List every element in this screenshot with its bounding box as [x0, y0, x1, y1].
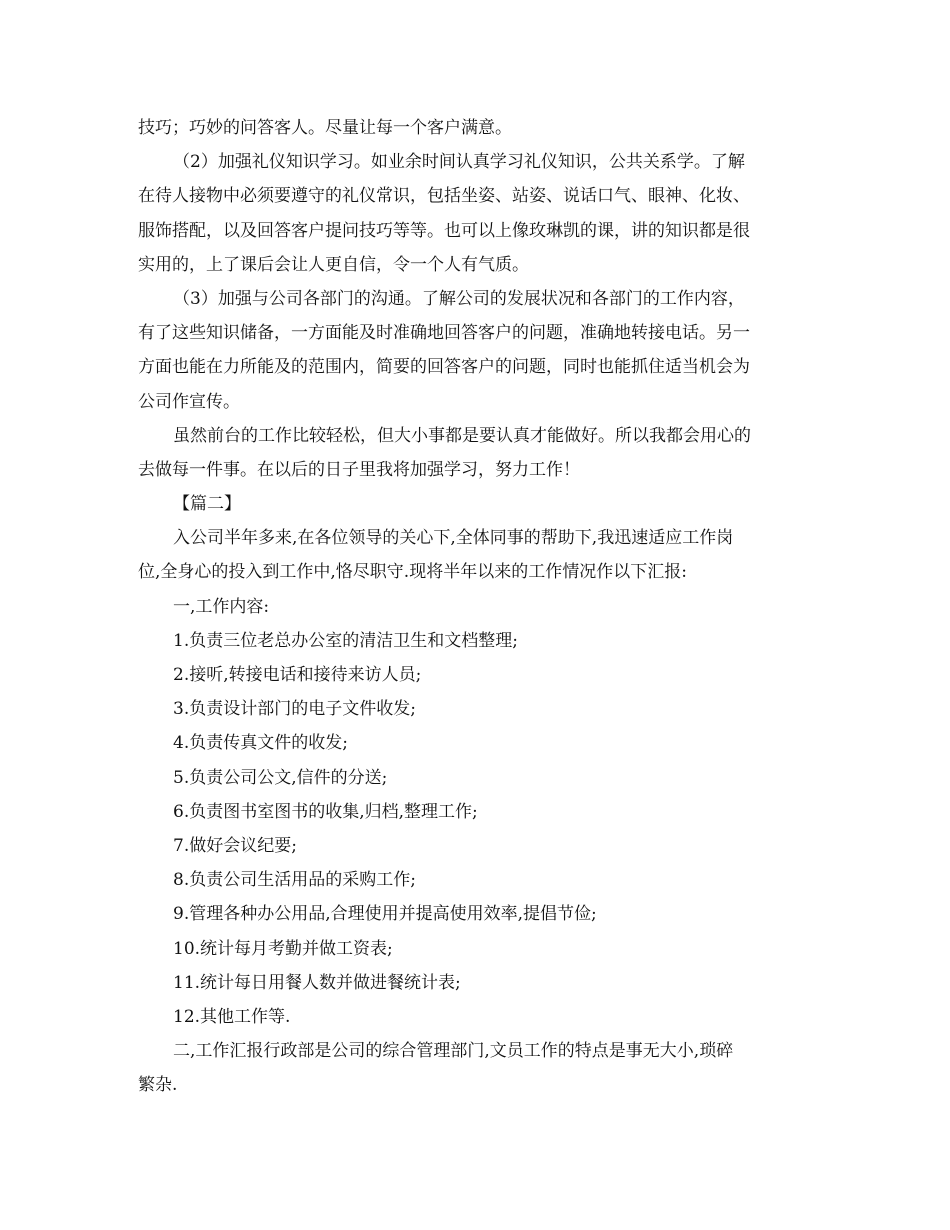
text-line: 方面也能在力所能及的范围内，简要的回答客户的问题，同时也能抓住适当机会为 [138, 357, 750, 378]
document-body [138, 111, 814, 1102]
list-item: 11.统计每日用餐人数并做进餐统计表; [173, 972, 461, 993]
text-line: 去做每一件事。在以后的日子里我将加强学习，努力工作！ [138, 459, 580, 480]
list-item: 6.负责图书室图书的收集,归档,整理工作; [173, 801, 478, 822]
text-line: 服饰搭配，以及回答客户提问技巧等等。也可以上像玫琳凯的课，讲的知识都是很 [138, 220, 750, 241]
text-line: 虽然前台的工作比较轻松，但大小事都是要认真才能做好。所以我都会用心的 [173, 425, 751, 446]
list-item: 3.负责设计部门的电子文件收发; [173, 699, 416, 720]
list-item: 9.管理各种办公用品,合理使用并提高使用效率,提倡节俭; [173, 904, 597, 925]
list-item: 2.接听,转接电话和接待来访人员; [173, 665, 422, 685]
text-line: 位,全身心的投入到工作中,恪尽职守.现将半年以来的工作情况作以下汇报: [138, 562, 687, 583]
text-line: （3）加强与公司各部门的沟通。了解公司的发展状况和各部门的工作内容， [173, 288, 745, 309]
text-line: 技巧；巧妙的问答客人。尽量让每一个客户满意。 [138, 118, 512, 138]
text-line: （2）加强礼仪知识学习。如业余时间认真学习礼仪知识，公共关系学。了解 [173, 152, 745, 173]
text-line: 二,工作汇报行政部是公司的综合管理部门,文员工作的特点是事无大小,琐碎 [173, 1041, 734, 1062]
list-item: 10.统计每月考勤并做工资表; [173, 938, 393, 959]
list-item: 12.其他工作等. [173, 1006, 291, 1027]
subsection-heading: 一,工作内容: [173, 596, 270, 617]
text-line: 公司作宣传。 [138, 391, 240, 412]
text-line: 繁杂. [138, 1075, 178, 1096]
list-item: 1.负责三位老总办公室的清洁卫生和文档整理; [173, 630, 518, 651]
list-item: 8.负责公司生活用品的采购工作; [173, 870, 416, 891]
text-line: 入公司半年多来,在各位领导的关心下,全体同事的帮助下,我迅速适应工作岗 [173, 528, 734, 549]
text-line: 在待人接物中必须要遵守的礼仪常识，包括坐姿、站姿、说话口气、眼神、化妆、 [138, 186, 750, 207]
list-item: 4.负责传真文件的收发; [173, 733, 348, 754]
list-item: 7.做好会议纪要; [173, 835, 297, 856]
section-heading: 【篇二】 [173, 494, 241, 515]
text-line: 有了这些知识储备，一方面能及时准确地回答客户的问题，准确地转接电话。另一 [138, 323, 750, 344]
text-line: 实用的，上了课后会让人更自信，令一个人有气质。 [138, 254, 529, 275]
list-item: 5.负责公司公文,信件的分送; [173, 767, 388, 788]
